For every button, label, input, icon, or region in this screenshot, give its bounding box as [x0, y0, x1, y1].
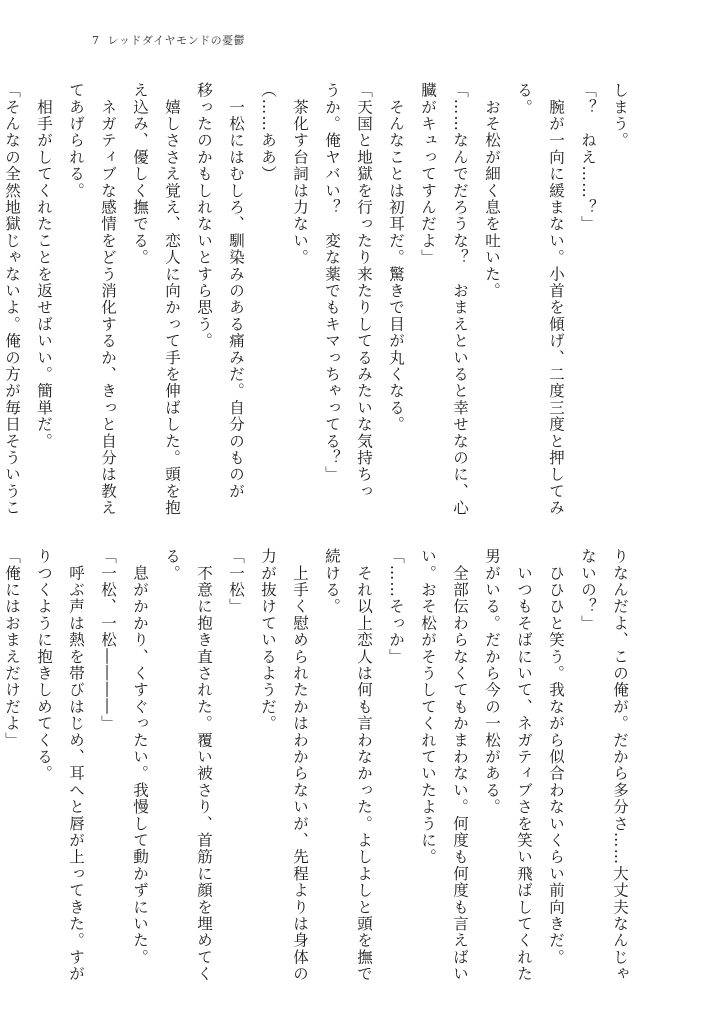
text-line: い。おそ松がそうしてくれていたように。 [419, 548, 437, 866]
text-line: そんなことは初耳だ。驚きで目が丸くなる。 [387, 82, 405, 433]
text-line: りつくように抱きしめてくる。 [35, 548, 53, 782]
text-line: 「一松」 [227, 548, 245, 615]
text-line: 移ったのかもしれないとすら思う。 [195, 82, 213, 350]
text-line: てあげられる。 [67, 82, 85, 199]
text-line: りなんだよ、この俺が。だから多分さ……大丈夫なんじゃ [611, 548, 629, 983]
text-line: 不意に抱き直された。覆い被さり、首筋に顔を埋めてく [195, 548, 213, 983]
text-line: る。 [515, 82, 533, 116]
text-line: 「一松、一松――――」 [99, 548, 117, 732]
text-line: 男がいる。だから今の一松がある。 [483, 548, 501, 816]
text-line: え込み、優しく撫でる。 [131, 82, 149, 266]
running-header [92, 32, 245, 48]
text-line: 相手がしてくれたことを返せばいい。簡単だ。 [35, 82, 53, 450]
text-line: 臓がキュってすんだよ」 [419, 82, 437, 266]
text-line: 「そんなの全然地獄じゃないよ。俺の方が毎日そういうこ [3, 82, 21, 517]
text-line: おそ松が細く息を吐いた。 [483, 82, 501, 300]
text-line: 続ける。 [323, 548, 341, 615]
text-line: 力が抜けているようだ。 [259, 548, 277, 732]
text-line: 「……そっか」 [387, 548, 405, 665]
text-line: 全部伝わらなくてもかまわない。何度も何度も言えばい [451, 548, 469, 983]
text-line: （……ああ） [259, 82, 277, 183]
text-line: 嬉しささえ覚え、恋人に向かって手を伸ばした。頭を抱 [163, 82, 181, 517]
text-line: しまう。 [611, 82, 629, 149]
text-line: 腕が一向に緩まない。小首を傾げ、二度三度と押してみ [547, 82, 565, 517]
text-line: いつもそばにいて、ネガティブさを笑い飛ばしてくれた [515, 548, 533, 983]
text-line: 一松にはむしろ、馴染みのある痛みだ。自分のものが [227, 82, 245, 500]
text-line: 茶化す台詞は力ない。 [291, 82, 309, 266]
text-line: 息がかかり、くすぐったい。我慢して動かずにいた。 [131, 548, 149, 966]
text-block-lower [3, 548, 636, 984]
text-line: ひひひと笑う。我ながら似合わないくらい前向きだ。 [547, 548, 565, 966]
text-line: ないの？」 [579, 548, 597, 632]
text-block-upper [3, 82, 636, 518]
chapter-title: レッドダイヤモンドの憂鬱 [107, 34, 246, 47]
text-line: る。 [163, 548, 181, 582]
text-line: うか。俺ヤバい？ 変な薬でもキマっちゃってる？」 [323, 82, 341, 483]
text-line: 「俺にはおまえだけだよ」 [3, 548, 21, 749]
text-line: 「天国と地獄を行ったり来たりしてるみたいな気持ちっ [355, 82, 373, 500]
text-line: 上手く慰められたかはわからないが、先程よりは身体の [291, 548, 309, 983]
text-line: 「？ ねえ……？」 [579, 82, 597, 233]
text-line: それ以上恋人は何も言わなかった。よしよしと頭を撫で [355, 548, 373, 983]
text-line: 呼ぶ声は熱を帯びはじめ、耳へと唇が上ってきた。すが [67, 548, 85, 983]
page-number: 7 [92, 34, 100, 47]
text-line: 「……なんでだろうな？ おまえといると幸せなのに、心 [451, 82, 469, 517]
text-line: ネガティブな感情をどう消化するか、きっと自分は教え [99, 82, 117, 517]
